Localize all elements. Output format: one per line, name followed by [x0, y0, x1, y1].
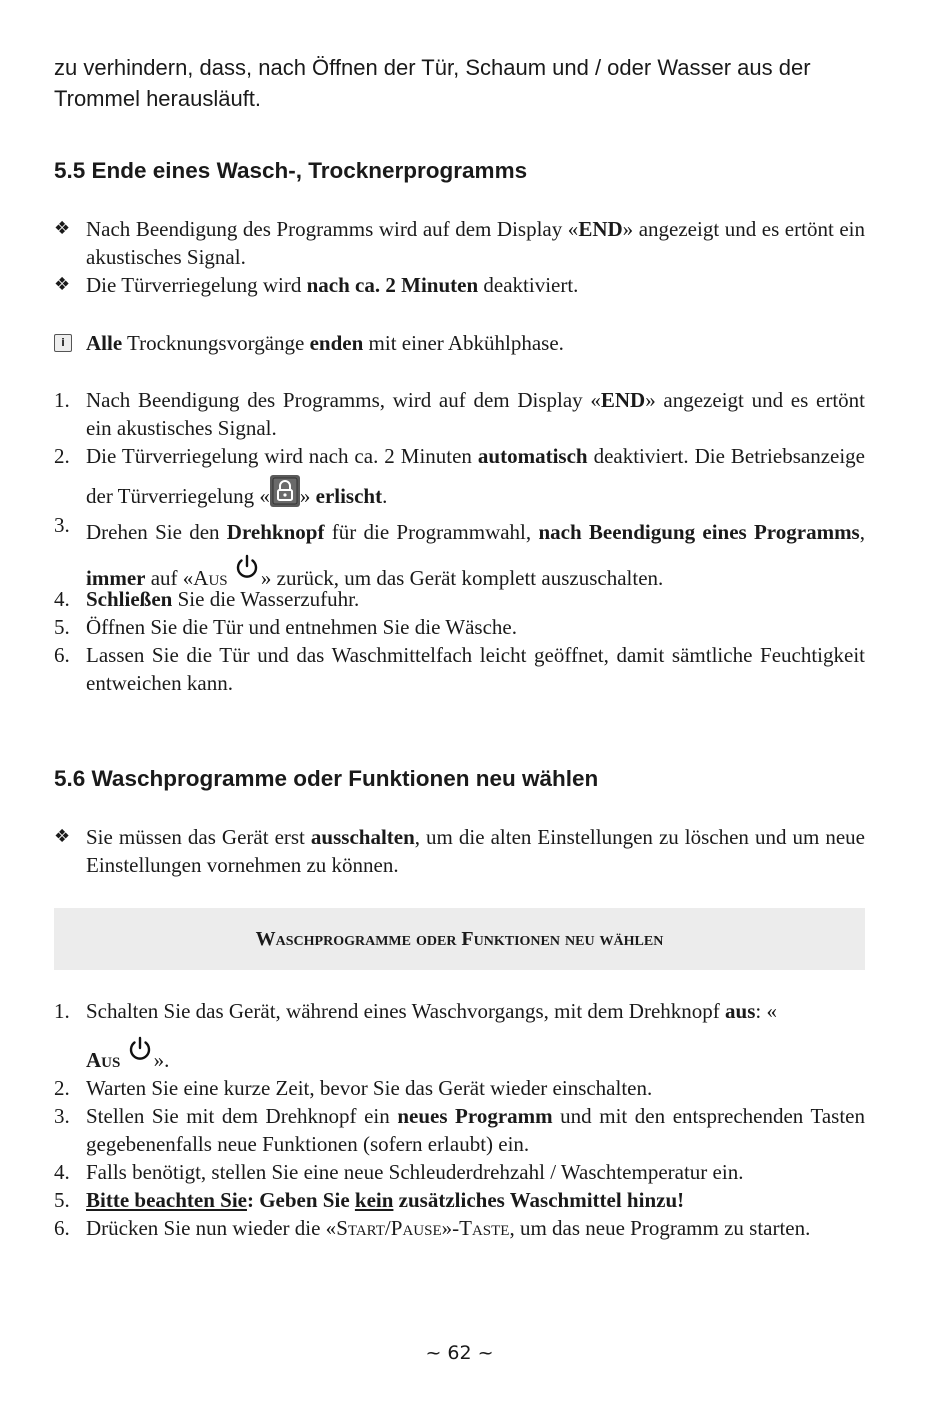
- bullet-item: ❖ Die Türverriegelung wird nach ca. 2 Minuten deaktiviert.: [54, 273, 579, 297]
- diamond-bullet-icon: ❖: [54, 826, 71, 847]
- diamond-bullet-icon: ❖: [54, 274, 71, 295]
- door-lock-icon: [270, 475, 300, 507]
- section-5-6-bullets: [54, 823, 865, 879]
- list-item: 3. Drehen Sie den Drehknopf für die Programmwahl, nach Beendigung eines Programms, immer auf «Aus » zurück, um das Gerät komplett auszuschalten.: [54, 513, 865, 590]
- page-number: ~ 62 ~: [425, 1342, 494, 1364]
- section-5-5-title: 5.5 Ende eines Wasch-, Trocknerprogramms: [54, 158, 528, 183]
- section-5-6-steps: [54, 997, 865, 1242]
- info-note: i Alle Trocknungsvorgänge enden mit einer Abkühlphase.: [54, 329, 865, 357]
- list-item: 4. Falls benötigt, stellen Sie eine neue Schleuderdrehzahl / Waschtemperatur ein.: [54, 1160, 744, 1184]
- list-item: 2. Die Türverriegelung wird nach ca. 2 Minuten automatisch deaktiviert. Die Betriebsanzeige der Türverriegelung « » erlischt.: [54, 444, 865, 508]
- list-item: 4. Schließen Sie die Wasserzufuhr.: [54, 587, 360, 611]
- section-5-6-title: 5.6 Waschprogramme oder Funktionen neu wählen: [54, 766, 599, 791]
- diamond-bullet-icon: ❖: [54, 218, 71, 239]
- section-banner: Waschprogramme oder Funktionen neu wählen: [54, 908, 865, 970]
- section-5-5-bullets: [54, 215, 865, 299]
- list-item: 3. Stellen Sie mit dem Drehknopf ein neues Programm und mit den entsprechenden Tasten gegebenenfalls neue Funktionen (sofern erlaubt) ein.: [54, 1104, 865, 1156]
- section-5-5-steps: [54, 386, 865, 697]
- power-icon: [126, 1035, 154, 1063]
- bullet-item: ❖ Sie müssen das Gerät erst ausschalten, um die alten Einstellungen zu löschen und um neue Einstellungen vornehmen zu können.: [54, 825, 865, 877]
- intro-text: zu verhindern, dass, nach Öffnen der Tür, Schaum und / oder Wasser aus der Trommel herausläuft.: [54, 55, 811, 111]
- list-item: 6. Lassen Sie die Tür und das Waschmittelfach leicht geöffnet, damit sämtliche Feuchtigkeit entweichen kann.: [54, 643, 865, 695]
- list-item: 5. Öffnen Sie die Tür und entnehmen Sie die Wäsche.: [54, 615, 517, 639]
- power-icon: [233, 553, 261, 581]
- list-item: 6. Drücken Sie nun wieder die «Start/Pause»-Taste, um das neue Programm zu starten.: [54, 1216, 811, 1240]
- bullet-item: ❖ Nach Beendigung des Programms wird auf dem Display «END» angezeigt und es ertönt ein akustisches Signal.: [54, 217, 865, 269]
- list-item: 1. Nach Beendigung des Programms, wird auf dem Display «END» angezeigt und es ertönt ein akustisches Signal.: [54, 388, 865, 440]
- list-item: 1. Schalten Sie das Gerät, während eines Waschvorgangs, mit dem Drehknopf aus: « Aus ».: [54, 999, 777, 1072]
- list-item: 5. Bitte beachten Sie: Geben Sie kein zusätzliches Waschmittel hinzu!: [54, 1188, 685, 1212]
- info-icon: i: [54, 334, 72, 352]
- list-item: 2. Warten Sie eine kurze Zeit, bevor Sie das Gerät wieder einschalten.: [54, 1076, 653, 1100]
